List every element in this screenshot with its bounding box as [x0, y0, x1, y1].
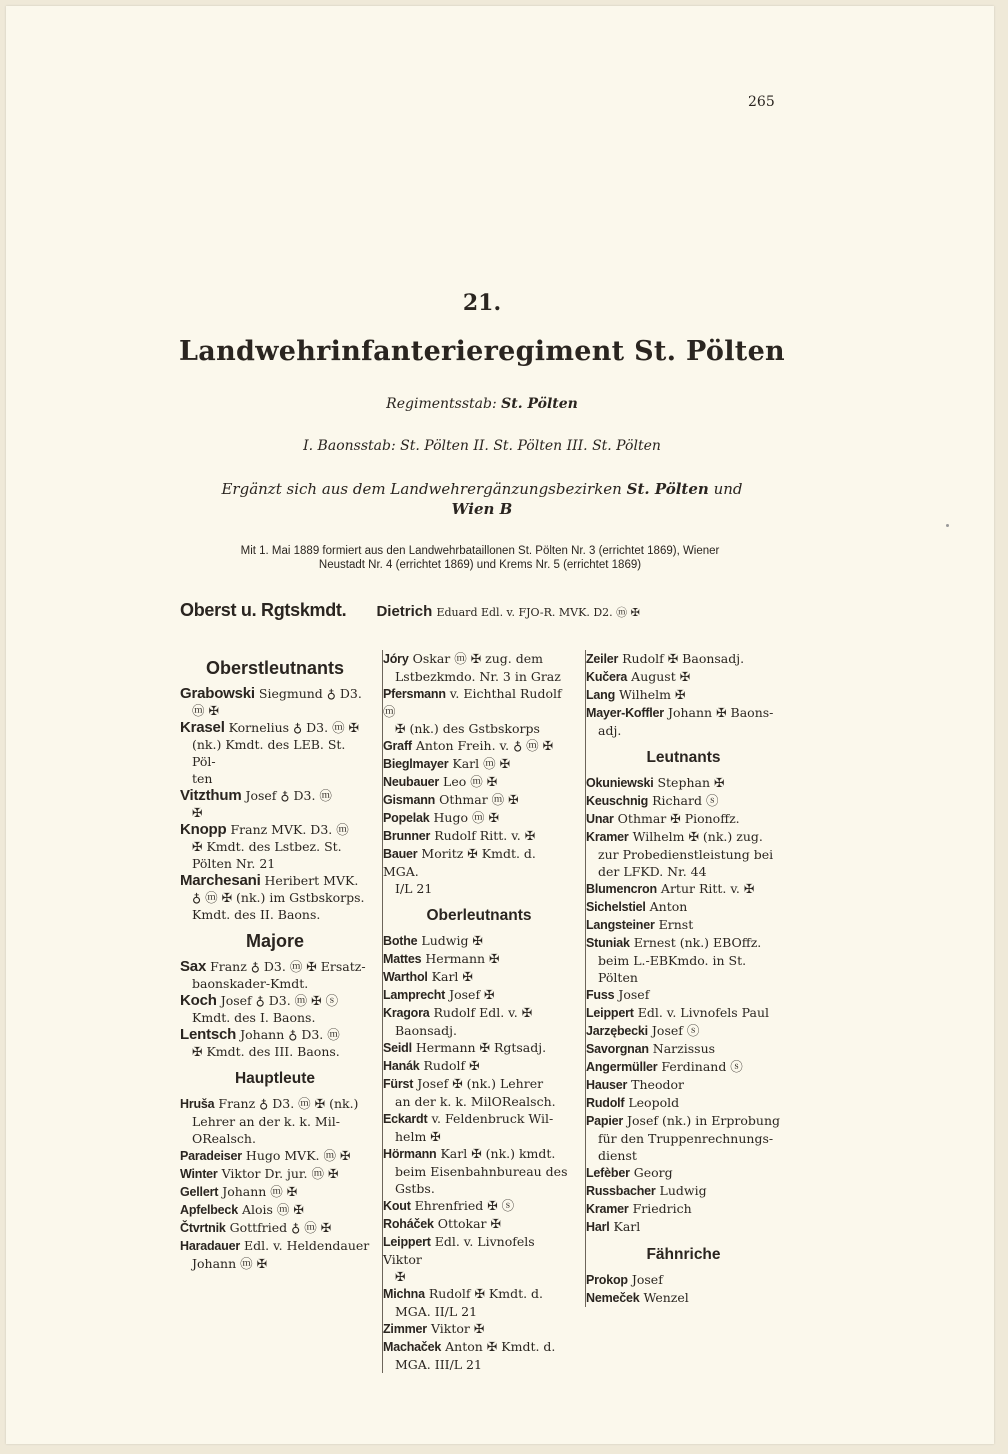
entry-continuation: ✠ Kmdt. des III. Baons. [192, 1044, 340, 1059]
entry-surname: Koch [180, 992, 217, 1009]
roster-entry [586, 1004, 781, 1022]
roster-entry [180, 992, 370, 1009]
commander-line [180, 600, 780, 621]
roster-entry [383, 737, 575, 755]
entry-surname: Kramer [586, 1202, 629, 1216]
page-title: Landwehrinfanterieregiment St. Pölten [179, 336, 785, 367]
baonsstab-value: St. Pölten II. St. Pölten III. St. Pölten [400, 438, 661, 454]
entry-surname: Leippert [383, 1235, 431, 1249]
entry-details: Franz ♁ D3. ⓜ ✠ (nk.) [218, 1096, 359, 1111]
roster-entry [586, 1182, 781, 1200]
roster-entry [586, 1076, 781, 1094]
entry-details: Karl ⓜ ✠ [452, 756, 511, 771]
roster-entry [383, 845, 575, 880]
formation-note-line2: Neustadt Nr. 4 (errichtet 1869) und Krems Nr. 5 (errichtet 1869) [318, 559, 642, 571]
entry-details: Edl. v. Heldendauer [244, 1238, 370, 1253]
entry-surname: Kučera [586, 670, 628, 684]
entry-details: Josef ♁ D3. ⓜ ✠ ⓢ [220, 993, 339, 1008]
entry-surname: Hruša [180, 1097, 215, 1111]
entry-surname: Lentsch [180, 1026, 237, 1043]
roster-entry [586, 1164, 781, 1182]
entry-details: Oskar ⓜ ✠ zug. dem [412, 651, 543, 666]
entry-surname: Rudolf [586, 1096, 625, 1110]
entry-continuation: Kmdt. des II. Baons. [192, 907, 321, 922]
ergaenzt-mid: und [713, 480, 743, 498]
entry-continuation: ORealsch. [192, 1131, 256, 1146]
entry-surname: Langsteiner [586, 918, 655, 932]
baonsstab-line [6, 438, 958, 454]
entry-details: Johann ♁ D3. ⓜ [240, 1027, 340, 1042]
entry-details: Ferdinand ⓢ [661, 1059, 743, 1074]
entry-continuation: ⓜ ✠ [192, 703, 219, 718]
roster-entry [586, 668, 781, 686]
regimentsstab-line [6, 396, 958, 412]
roster-entry [383, 773, 575, 791]
entry-surname: Bieglmayer [383, 757, 449, 771]
roster-entry [180, 1095, 370, 1113]
entry-surname: Roháček [383, 1217, 434, 1231]
entry-details: Leopold [628, 1095, 680, 1110]
roster-entry [586, 880, 781, 898]
entry-details: Hermann ✠ [425, 951, 500, 966]
entry-surname: Eckardt [383, 1112, 428, 1126]
entry-continuation: an der k. k. MilORealsch. [395, 1094, 556, 1109]
entry-surname: Harl [586, 1220, 610, 1234]
entry-details: Ernst [658, 917, 694, 932]
entry-details: Theodor [631, 1077, 684, 1092]
entry-details: Othmar ✠ Pionoffz. [617, 811, 740, 826]
entry-continuation: Lstbezkmdo. Nr. 3 in Graz [395, 669, 561, 684]
roster-entry [383, 1145, 575, 1163]
entry-details: Rudolf ✠ Baonsadj. [622, 651, 745, 666]
chapter-number: 21. [462, 290, 502, 316]
entry-details: Josef ✠ [449, 987, 495, 1002]
ergaenzt-strong1: St. Pölten [626, 480, 709, 498]
entry-details: Wilhelm ✠ (nk.) zug. [632, 829, 763, 844]
entry-surname: Lamprecht [383, 988, 446, 1002]
entry-surname: Bothe [383, 934, 418, 948]
roster-entry [180, 1026, 370, 1043]
entry-details: August ✠ [631, 669, 691, 684]
entry-surname: Paradeiser [180, 1149, 242, 1163]
entry-details: Siegmund ♁ D3. [258, 686, 362, 701]
entry-details: Ottokar ✠ [437, 1216, 501, 1231]
entry-continuation: Baonsadj. [395, 1023, 457, 1038]
entry-details: Viktor Dr. jur. ⓜ ✠ [221, 1166, 339, 1181]
entry-details: Wilhelm ✠ [619, 687, 686, 702]
entry-surname: Hörmann [383, 1147, 437, 1161]
roster-entry [383, 932, 575, 950]
roster-entry [586, 650, 781, 668]
entry-surname: Nemeček [586, 1291, 640, 1305]
entry-continuation: Johann ⓜ ✠ [192, 1256, 268, 1271]
roster-entry [180, 685, 370, 702]
entry-details: Gottfried ♁ ⓜ ✠ [229, 1220, 332, 1235]
roster-entry [586, 792, 781, 810]
entry-continuation: ♁ ⓜ ✠ (nk.) im Gstbskorps. [192, 890, 365, 905]
entry-details: Anton Freih. v. ♁ ⓜ ✠ [415, 738, 554, 753]
entry-continuation: helm ✠ [395, 1129, 441, 1144]
entry-details: Josef (nk.) in Erprobung [627, 1113, 781, 1128]
regimentsstab-value: St. Pölten [501, 396, 578, 412]
entry-surname: Bauer [383, 847, 418, 861]
formation-note [180, 544, 780, 572]
entry-continuation: für den Truppenrechnungs- [598, 1131, 774, 1146]
roster-entry [586, 1022, 781, 1040]
roster-entry [180, 787, 370, 804]
entry-surname: Hanák [383, 1059, 420, 1073]
roster-column-2 [382, 650, 575, 1373]
roster-entry [586, 1094, 781, 1112]
entry-details: Narzissus [652, 1041, 716, 1056]
entry-details: Heribert MVK. [264, 873, 359, 888]
ergaenzt-prefix: Ergänzt sich aus dem Landwehrergänzungsbezirken [221, 480, 622, 498]
entry-continuation: (nk.) Kmdt. des LEB. St. Pöl- [192, 737, 346, 769]
entry-surname: Machaček [383, 1340, 442, 1354]
entry-surname: Savorgnan [586, 1042, 649, 1056]
entry-continuation: MGA. II/L 21 [395, 1304, 478, 1319]
entry-continuation: I/L 21 [395, 881, 433, 896]
entry-details: Richard ⓢ [652, 793, 719, 808]
entry-surname: Russbacher [586, 1184, 656, 1198]
entry-details: Josef ⓢ [651, 1023, 700, 1038]
roster-entry [383, 650, 575, 668]
entry-surname: Leippert [586, 1006, 634, 1020]
entry-details: Anton ✠ Kmdt. d. [445, 1339, 556, 1354]
entry-details: Friedrich [632, 1201, 692, 1216]
roster-entry [586, 1200, 781, 1218]
entry-surname: Zimmer [383, 1322, 427, 1336]
entry-surname: Popelak [383, 811, 430, 825]
entry-surname: Čtvrtnik [180, 1221, 226, 1235]
entry-continuation: ✠ [192, 805, 203, 820]
entry-surname: Marchesani [180, 872, 261, 889]
entry-surname: Warthol [383, 970, 428, 984]
roster-entry [383, 1233, 575, 1268]
roster-entry [586, 1058, 781, 1076]
entry-surname: Kragora [383, 1006, 430, 1020]
entry-details: Rudolf ✠ [423, 1058, 480, 1073]
entry-surname: Sax [180, 958, 207, 975]
roster-entry [586, 704, 781, 722]
entry-details: Josef ♁ D3. ⓜ [245, 788, 332, 803]
entry-details: Johann ✠ Baons- [667, 705, 774, 720]
entry-details: Viktor ✠ [430, 1321, 485, 1336]
entry-details: Ludwig ✠ [421, 933, 483, 948]
roster-entry [586, 686, 781, 704]
entry-details: Josef ✠ (nk.) Lehrer [417, 1076, 544, 1091]
roster-entry [586, 810, 781, 828]
regimentsstab-label: Regimentsstab: [386, 396, 497, 412]
entry-continuation: MGA. III/L 21 [395, 1357, 482, 1372]
roster-entry [180, 1147, 370, 1165]
entry-continuation: ✠ Kmdt. des Lstbez. St. [192, 839, 342, 854]
entry-surname: Blumencron [586, 882, 657, 896]
roster-entry [383, 809, 575, 827]
entry-details: Ehrenfried ✠ ⓢ [414, 1198, 515, 1213]
formation-note-line1: Mit 1. Mai 1889 formiert aus den Landwehrbataillonen St. Pölten Nr. 3 (errichtet 1869), Wiener [240, 545, 720, 557]
roster-entry [586, 1271, 781, 1289]
section-heading: Majore [245, 931, 305, 951]
roster-entry [180, 821, 370, 838]
entry-details: Rudolf ✠ Kmdt. d. [428, 1286, 544, 1301]
entry-surname: Krasel [180, 719, 225, 736]
baonsstab-label: I. Baonsstab: [303, 438, 396, 454]
section-heading: Fähnriche [646, 1246, 721, 1263]
commander-name: Dietrich [376, 603, 433, 620]
entry-continuation: Pölten Nr. 21 [192, 856, 276, 871]
section-heading: Oberleutnants [426, 907, 532, 924]
roster-entry [383, 1110, 575, 1128]
roster-entry [180, 958, 370, 975]
entry-details: Edl. v. Livnofels Viktor [383, 1234, 535, 1267]
column-content [180, 660, 370, 1272]
entry-continuation: beim L.-EBKmdo. in St. Pölten [598, 953, 747, 985]
entry-surname: Hauser [586, 1078, 628, 1092]
roster-entry [383, 1320, 575, 1338]
entry-details: Georg [633, 1165, 673, 1180]
roster-entry [383, 1057, 575, 1075]
roster-entry [383, 685, 575, 720]
roster-entry [180, 1201, 370, 1219]
entry-continuation: Gstbs. [395, 1181, 435, 1196]
entry-surname: Lang [586, 688, 616, 702]
entry-details: Leo ⓜ ✠ [443, 774, 498, 789]
entry-continuation: baonskader-Kmdt. [192, 976, 309, 991]
entry-surname: Sichelstiel [586, 900, 646, 914]
entry-surname: Stuniak [586, 936, 630, 950]
entry-surname: Pfersmann [383, 687, 446, 701]
entry-surname: Angermüller [586, 1060, 658, 1074]
document-page [6, 6, 994, 1444]
section-heading: Hauptleute [234, 1070, 316, 1087]
entry-surname: Zeiler [586, 652, 619, 666]
column-content [383, 650, 575, 1373]
entry-surname: Winter [180, 1167, 218, 1181]
roster-entry [180, 1165, 370, 1183]
ergaenzt-strong2: Wien B [451, 500, 513, 518]
entry-details: Alois ⓜ ✠ [241, 1202, 304, 1217]
section-heading: Leutnants [646, 749, 721, 766]
entry-details: Artur Ritt. v. ✠ [660, 881, 755, 896]
roster-entry [586, 898, 781, 916]
entry-surname: Lefèber [586, 1166, 630, 1180]
roster-entry [586, 1040, 781, 1058]
roster-entry [383, 986, 575, 1004]
entry-details: Franz MVK. D3. ⓜ [230, 822, 349, 837]
roster-entry [383, 827, 575, 845]
entry-details: Hugo ⓜ ✠ [433, 810, 499, 825]
commander-detail: Eduard Edl. v. FJO-R. MVK. D2. ⓜ ✠ [436, 606, 640, 619]
entry-details: Kornelius ♁ D3. ⓜ ✠ [228, 720, 360, 735]
entry-surname: Kramer [586, 830, 629, 844]
entry-surname: Graff [383, 739, 412, 753]
entry-details: v. Feldenbruck Wil- [431, 1111, 554, 1126]
roster-entry [180, 1183, 370, 1201]
roster-entry [383, 1075, 575, 1093]
column-content [586, 650, 781, 1307]
roster-entry [383, 1215, 575, 1233]
entry-continuation: ten [192, 771, 213, 786]
entry-details: Franz ♁ D3. ⓜ ✠ Ersatz- [210, 959, 366, 974]
entry-details: Karl ✠ [431, 969, 473, 984]
entry-surname: Fürst [383, 1077, 414, 1091]
roster-entry [383, 968, 575, 986]
entry-surname: Grabowski [180, 685, 255, 702]
entry-surname: Seidl [383, 1041, 412, 1055]
roster-entry [383, 950, 575, 968]
entry-details: Ernest (nk.) EBOffz. [633, 935, 762, 950]
roster-column-1 [180, 650, 370, 1272]
roster-entry [586, 1112, 781, 1130]
roster-entry [180, 1237, 370, 1255]
entry-details: Anton [649, 899, 688, 914]
entry-details: Ludwig [659, 1183, 707, 1198]
paper-speck [946, 524, 949, 527]
entry-surname: Prokop [586, 1273, 628, 1287]
roster-entry [180, 872, 370, 889]
entry-surname: Papier [586, 1114, 624, 1128]
entry-surname: Knopp [180, 821, 227, 838]
roster-entry [586, 916, 781, 934]
entry-details: Hermann ✠ Rgtsadj. [415, 1040, 547, 1055]
entry-surname: Apfelbeck [180, 1203, 238, 1217]
entry-surname: Gellert [180, 1185, 219, 1199]
entry-details: Karl ✠ (nk.) kmdt. [440, 1146, 556, 1161]
entry-surname: Brunner [383, 829, 431, 843]
roster-entry [586, 986, 781, 1004]
entry-details: Rudolf Ritt. v. ✠ [434, 828, 536, 843]
entry-continuation: beim Eisenbahnbureau des [395, 1164, 568, 1179]
entry-continuation: der LFKD. Nr. 44 [598, 864, 707, 879]
entry-surname: Neubauer [383, 775, 440, 789]
roster-entry [586, 934, 781, 952]
entry-details: Stephan ✠ [657, 775, 725, 790]
entry-details: Moritz ✠ Kmdt. d. MGA. [383, 846, 536, 879]
page-number: 265 [748, 94, 775, 110]
entry-surname: Keuschnig [586, 794, 649, 808]
roster-entry [586, 774, 781, 792]
roster-entry [586, 828, 781, 846]
section-heading: Oberstleutnants [205, 658, 345, 678]
entry-continuation: dienst [598, 1148, 637, 1163]
entry-surname: Okuniewski [586, 776, 654, 790]
commander-label: Oberst u. Rgtskmdt. [180, 600, 347, 620]
roster-entry [383, 1338, 575, 1356]
ergaenzt-line [6, 480, 958, 498]
entry-details: Othmar ⓜ ✠ [439, 792, 519, 807]
entry-surname: Gismann [383, 793, 436, 807]
entry-continuation: zur Probedienstleistung bei [598, 847, 774, 862]
entry-details: Josef [618, 987, 650, 1002]
entry-surname: Michna [383, 1287, 425, 1301]
entry-details: Karl [613, 1219, 641, 1234]
roster-entry [180, 719, 370, 736]
entry-details: v. Eichthal Rudolf ⓜ [383, 686, 562, 719]
roster-entry [383, 1004, 575, 1022]
entry-details: Johann ⓜ ✠ [222, 1184, 298, 1199]
roster-entry [383, 791, 575, 809]
entry-surname: Mayer-Koffler [586, 706, 664, 720]
roster-column-3 [585, 650, 781, 1307]
roster-entry [383, 1039, 575, 1057]
entry-details: Edl. v. Livnofels Paul [637, 1005, 769, 1020]
entry-surname: Mattes [383, 952, 422, 966]
entry-surname: Kout [383, 1199, 411, 1213]
roster-entry [586, 1218, 781, 1236]
roster-entry [586, 1289, 781, 1307]
roster-entry [383, 1285, 575, 1303]
entry-continuation: Lehrer an der k. k. Mil- [192, 1114, 340, 1129]
entry-surname: Haradauer [180, 1239, 241, 1253]
entry-surname: Fuss [586, 988, 615, 1002]
entry-details: Josef [631, 1272, 663, 1287]
entry-surname: Vitzthum [180, 787, 242, 804]
entry-details: Rudolf Edl. v. ✠ [433, 1005, 533, 1020]
entry-continuation: Kmdt. des I. Baons. [192, 1010, 316, 1025]
entry-continuation: ✠ (nk.) des Gstbskorps [395, 721, 540, 736]
entry-continuation: adj. [598, 723, 622, 738]
entry-continuation: ✠ [395, 1269, 406, 1284]
entry-details: Hugo MVK. ⓜ ✠ [245, 1148, 351, 1163]
entry-surname: Unar [586, 812, 614, 826]
entry-surname: Jóry [383, 652, 409, 666]
roster-entry [180, 1219, 370, 1237]
entry-surname: Jarzębecki [586, 1024, 648, 1038]
roster-entry [383, 755, 575, 773]
entry-details: Wenzel [643, 1290, 689, 1305]
roster-entry [383, 1197, 575, 1215]
